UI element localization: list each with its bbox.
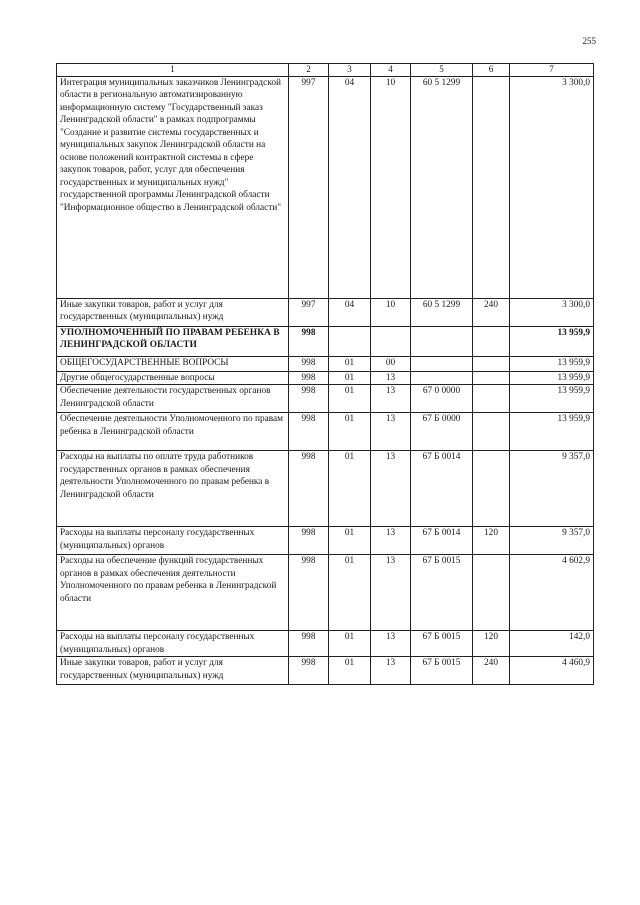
amount: 142,0 (510, 631, 594, 657)
table-row (57, 327, 594, 357)
table-row (57, 357, 594, 372)
expense-type-code (473, 372, 510, 385)
target-article-code: 67 Б 0014 (411, 451, 473, 527)
row-name: Иные закупки товаров, работ и услуг для государственных (муниципальных) нужд (57, 657, 289, 685)
subsection-code: 13 (371, 413, 411, 451)
row-name: Расходы на выплаты персоналу государственных (муниципальных) органов (57, 631, 289, 657)
target-article-code: 67 Б 0015 (411, 631, 473, 657)
grbs-code: 998 (289, 413, 329, 451)
expense-type-code (473, 327, 510, 357)
section-code: 04 (329, 299, 371, 327)
subsection-code: 13 (371, 631, 411, 657)
expense-type-code: 120 (473, 527, 510, 555)
subsection-code: 10 (371, 77, 411, 299)
row-name: Иные закупки товаров, работ и услуг для государственных (муниципальных) нужд (57, 299, 289, 327)
target-article-code (411, 357, 473, 372)
column-header: 1 (57, 64, 289, 77)
amount: 4 602,9 (510, 555, 594, 631)
target-article-code (411, 372, 473, 385)
table-row (57, 451, 594, 527)
table-row (57, 385, 594, 413)
grbs-code: 998 (289, 527, 329, 555)
row-name: Расходы на выплаты по оплате труда работников государственных органов в рамках обеспечения деятельности Уполномоченного по правам ребенка в Ленинградской области (57, 451, 289, 527)
section-code: 01 (329, 631, 371, 657)
target-article-code: 60 5 1299 (411, 77, 473, 299)
section-code: 01 (329, 555, 371, 631)
grbs-code: 997 (289, 77, 329, 299)
target-article-code: 67 Б 0000 (411, 413, 473, 451)
row-name: УПОЛНОМОЧЕННЫЙ ПО ПРАВАМ РЕБЕНКА В ЛЕНИНГРАДСКОЙ ОБЛАСТИ (57, 327, 289, 357)
grbs-code: 998 (289, 657, 329, 685)
row-name: Расходы на выплаты персоналу государственных (муниципальных) органов (57, 527, 289, 555)
target-article-code: 67 Б 0015 (411, 657, 473, 685)
page-number: 255 (582, 36, 596, 46)
row-name: Обеспечение деятельности государственных органов Ленинградской области (57, 385, 289, 413)
subsection-code: 13 (371, 657, 411, 685)
subsection-code: 13 (371, 555, 411, 631)
section-code: 01 (329, 357, 371, 372)
expense-type-code (473, 555, 510, 631)
amount: 4 460,9 (510, 657, 594, 685)
section-code: 01 (329, 451, 371, 527)
grbs-code: 998 (289, 327, 329, 357)
expense-type-code: 120 (473, 631, 510, 657)
grbs-code: 998 (289, 372, 329, 385)
subsection-code: 13 (371, 385, 411, 413)
column-number-row (57, 64, 594, 77)
subsection-code: 13 (371, 527, 411, 555)
subsection-code: 13 (371, 372, 411, 385)
subsection-code: 00 (371, 357, 411, 372)
row-name: Обеспечение деятельности Уполномоченного по правам ребенка в Ленинградской области (57, 413, 289, 451)
expense-type-code (473, 451, 510, 527)
target-article-code: 67 0 0000 (411, 385, 473, 413)
expense-type-code (473, 77, 510, 299)
grbs-code: 998 (289, 385, 329, 413)
amount: 13 959,9 (510, 385, 594, 413)
table-row (57, 299, 594, 327)
grbs-code: 998 (289, 555, 329, 631)
table-row (57, 555, 594, 631)
table-row (57, 77, 594, 299)
row-name: Интеграция муниципальных заказчиков Ленинградской области в региональную автоматизированную информационную систему "Государственный заказ Ленинградской области" в рамках подпрограммы "Создание и развитие системы государственных и муниципальных закупок Ленинградской области на основе положений контрактной системы в сфере закупок товаров, работ, услуг для обеспечения государственных и муниципальных нужд" государственной программы Ленинградской области "Информационное общество в Ленинградской области" (57, 77, 289, 299)
expense-type-code (473, 385, 510, 413)
budget-table (56, 63, 594, 685)
table-row (57, 527, 594, 555)
row-name: ОБЩЕГОСУДАРСТВЕННЫЕ ВОПРОСЫ (57, 357, 289, 372)
grbs-code: 998 (289, 357, 329, 372)
section-code: 01 (329, 413, 371, 451)
column-header: 6 (473, 64, 510, 77)
amount: 9 357,0 (510, 527, 594, 555)
target-article-code (411, 327, 473, 357)
row-name: Расходы на обеспечение функций государственных органов в рамках обеспечения деятельности Уполномоченного по правам ребенка в Ленинградской области (57, 555, 289, 631)
expense-type-code (473, 357, 510, 372)
expense-type-code: 240 (473, 657, 510, 685)
subsection-code: 13 (371, 451, 411, 527)
amount: 9 357,0 (510, 451, 594, 527)
column-header: 4 (371, 64, 411, 77)
amount: 13 959,9 (510, 413, 594, 451)
subsection-code: 10 (371, 299, 411, 327)
grbs-code: 998 (289, 451, 329, 527)
table-row (57, 372, 594, 385)
column-header: 7 (510, 64, 594, 77)
target-article-code: 60 5 1299 (411, 299, 473, 327)
table-row (57, 413, 594, 451)
section-code: 01 (329, 657, 371, 685)
amount: 3 300,0 (510, 77, 594, 299)
amount: 3 300,0 (510, 299, 594, 327)
section-code: 01 (329, 385, 371, 413)
section-code: 01 (329, 372, 371, 385)
target-article-code: 67 Б 0014 (411, 527, 473, 555)
column-header: 2 (289, 64, 329, 77)
amount: 13 959,9 (510, 357, 594, 372)
row-name: Другие общегосударственные вопросы (57, 372, 289, 385)
expense-type-code: 240 (473, 299, 510, 327)
table-row (57, 657, 594, 685)
grbs-code: 997 (289, 299, 329, 327)
subsection-code (371, 327, 411, 357)
amount: 13 959,9 (510, 327, 594, 357)
section-code: 04 (329, 77, 371, 299)
section-code: 01 (329, 527, 371, 555)
column-header: 5 (411, 64, 473, 77)
column-header: 3 (329, 64, 371, 77)
target-article-code: 67 Б 0015 (411, 555, 473, 631)
grbs-code: 998 (289, 631, 329, 657)
table-row (57, 631, 594, 657)
amount: 13 959,9 (510, 372, 594, 385)
expense-type-code (473, 413, 510, 451)
section-code (329, 327, 371, 357)
